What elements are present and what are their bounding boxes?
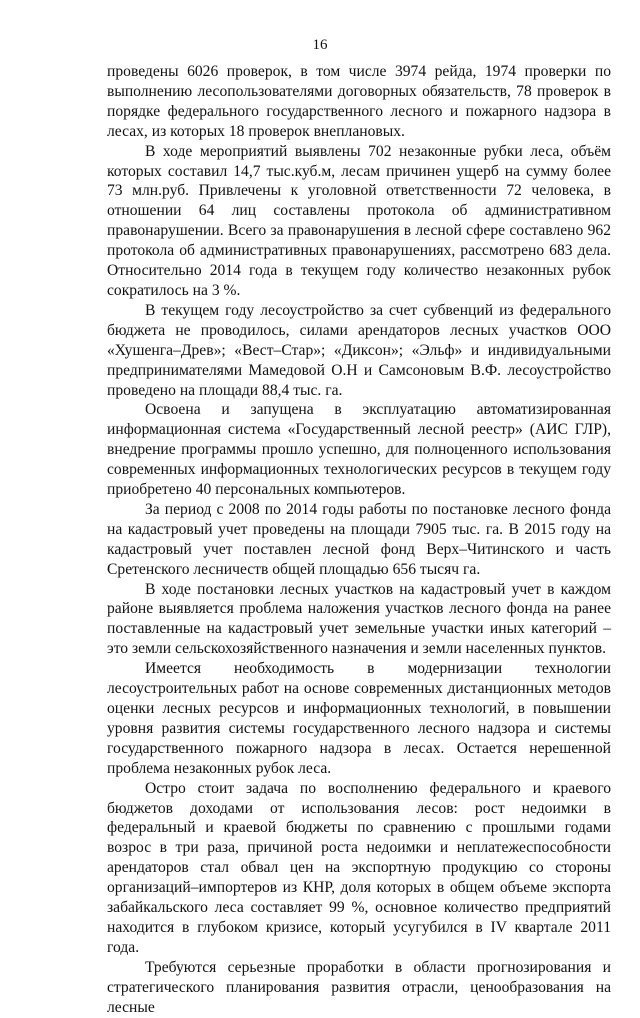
paragraph-modernization: Имеется необходимость в модернизации технологии лесоустроительных работ на основе современных дистанционных методов оценки лесных ресурсов и информационных технологий, в повышении уровня развития системы государственного лесного надзора и системы государственного пожарного надзора в лесах. Остается нерешенной проблема незаконных рубок леса. (107, 660, 611, 777)
paragraph-forest-management: В текущем году лесоустройство за счет субвенций из федерального бюджета не проводилось, силами арендаторов лесных участков ООО «Хушенга–Древ»; «Вест–Стар»; «Диксон»; «Эльф» и индивидуальными предпринимателями Мамедовой О.Н и Самсоновым В.Ф. лесоустройство проведено на площади 88,4 тыс. га. (107, 301, 611, 399)
paragraph-forest-registry: Освоена и запущена в эксплуатацию автоматизированная информационная система «Государственный лесной реестр» (АИС ГЛР), внедрение программы прошло успешно, для полноценного использования современных информационных технологических ресурсов в текущем году приобретено 40 персональных компьютеров. (107, 401, 611, 499)
paragraph-strategic-planning: Требуются серьезные проработки в области прогнозирования и стратегического планирования развития отрасли, ценообразования на лесные (107, 958, 611, 1016)
paragraph-land-overlap: В ходе постановки лесных участков на кадастровый учет в каждом районе выявляется проблема наложения участков лесного фонда на ранее поставленные на кадастровый учет земельные участки иных категорий – это земли сельскохозяйственного назначения и земли населенных пунктов. (107, 580, 611, 658)
paragraph-illegal-logging: В ходе мероприятий выявлены 702 незаконные рубки леса, объём которых составил 14,7 тыс.куб.м, лесам причинен ущерб на сумму более 73 млн.руб. Привлечены к уголовной ответственности 72 человека, в отношении 64 лиц составлены протокола об административном правонарушении. Всего за правонарушения в лесной сфере составлено 962 протокола об административных правонарушениях, рассмотрено 683 дела. Относительно 2014 года в текущем году количество незаконных рубок сократилось на 3 %. (107, 142, 611, 299)
paragraph-inspections: проведены 6026 проверок, в том числе 3974 рейда, 1974 проверки по выполнению лесопользователями договорных обязательств, 78 проверок в порядке федерального государственного лесного и пожарного надзора в лесах, из которых 18 проверок внеплановых. (107, 63, 611, 140)
paragraph-budget-revenue: Остро стоит задача по восполнению федерального и краевого бюджетов доходами от использования лесов: рост недоимки в федеральный и краевой бюджеты по сравнению с прошлыми годами возрос в три раза, причиной роста недоимки и неплатежеспособности арендаторов стал обвал цен на экспортную продукцию со стороны организаций–импортеров из КНР, доля которых в общем объеме экспорта забайкальского леса составляет 99 %, основное количество предприятий находится в глубоком кризисе, который усугубился в IV квартале 2011 года. (107, 779, 611, 956)
page-number: 16 (312, 37, 328, 53)
paragraph-cadastral-registration: За период с 2008 по 2014 годы работы по постановке лесного фонда на кадастровый учет проведены на площади 7905 тыс. га. В 2015 году на кадастровый учет поставлен лесной фонд Верх–Читинского и часть Сретенского лесничеств общей площадью 656 тысяч га. (107, 500, 611, 578)
document-body (107, 62, 611, 1018)
